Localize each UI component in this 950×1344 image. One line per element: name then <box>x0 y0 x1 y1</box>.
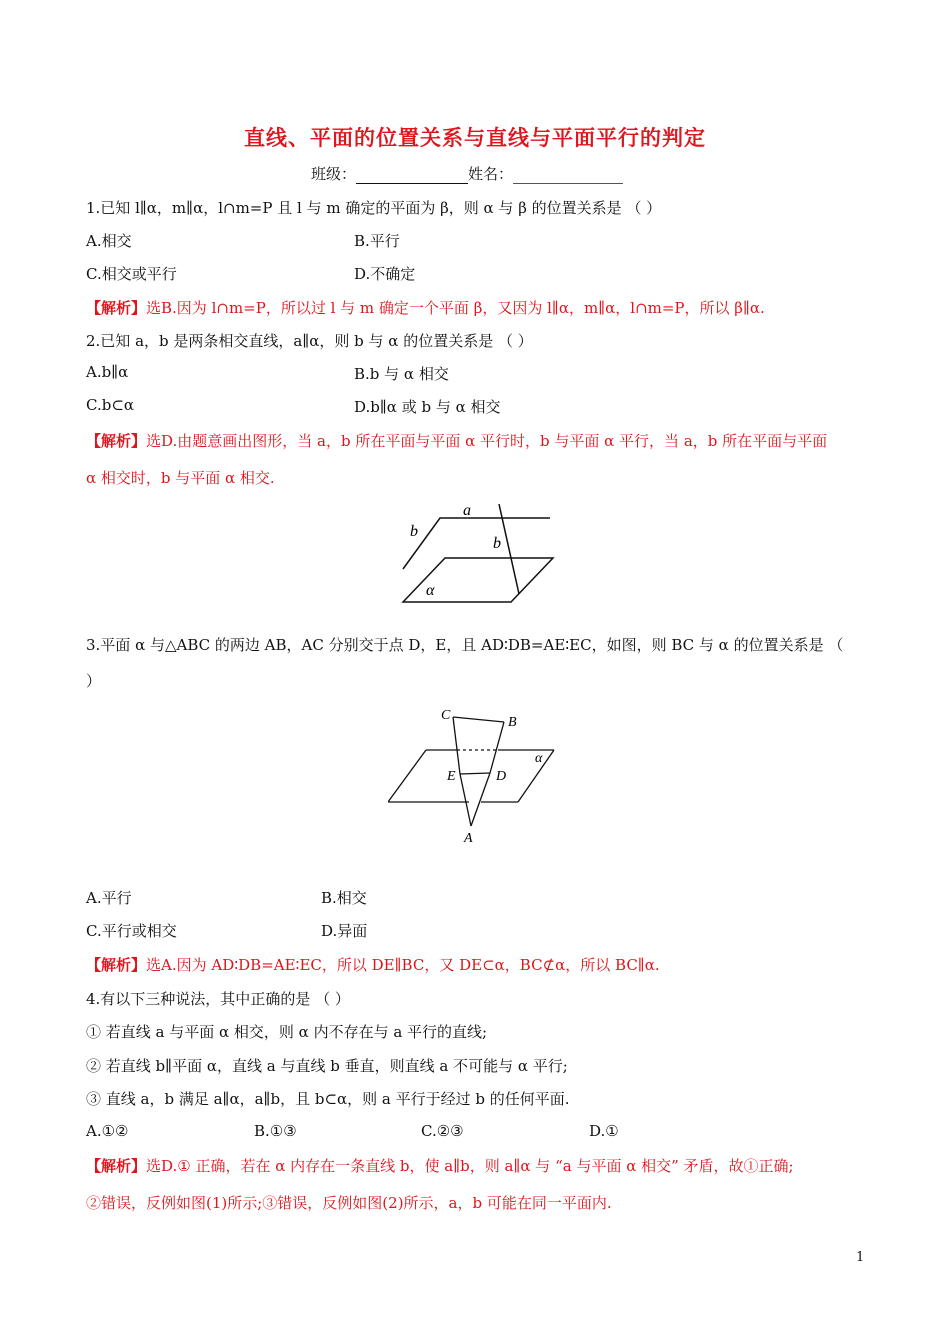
segment-DA <box>471 773 490 826</box>
q1-solution-tag: 【解析】 <box>86 299 147 317</box>
segment-EA <box>460 774 471 826</box>
q3-solution-text: 选A.因为 AD∶DB=AE∶EC，所以 DE∥BC，又 DE⊂α，BC⊄α，所以 BC∥α. <box>146 956 660 974</box>
q3-figure <box>388 704 560 846</box>
name-label: 姓名： <box>468 165 514 183</box>
label-alpha: α <box>535 751 543 766</box>
segment-CE <box>453 717 460 774</box>
q3-solution-tag: 【解析】 <box>86 956 147 974</box>
name-blank <box>513 167 623 184</box>
q3-option-c: C.平行或相交 <box>86 922 177 940</box>
q3-stem-line1: 3.平面 α 与△ABC 的两边 AB，AC 分别交于点 D，E，且 AD∶DB=AE∶EC，如图，则 BC 与 α 的位置关系是 （ <box>86 636 844 654</box>
label-A: A <box>464 831 473 846</box>
q2-option-c: C.b⊂α <box>86 396 135 414</box>
label-alpha: α <box>426 582 435 599</box>
q2-option-a: A.b∥α <box>86 363 129 381</box>
q2-option-d: D.b∥α 或 b 与 α 相交 <box>354 398 501 416</box>
q2-stem: 2.已知 a，b 是两条相交直线，a∥α，则 b 与 α 的位置关系是 （ ） <box>86 332 533 350</box>
q4-option-a: A.①② <box>86 1122 129 1140</box>
q4-statement-1: ① 若直线 a 与平面 α 相交，则 α 内不存在与 a 平行的直线; <box>86 1023 488 1041</box>
q2-figure <box>380 496 580 608</box>
q1-option-c: C.相交或平行 <box>86 265 177 283</box>
q1-option-b: B.平行 <box>354 232 400 250</box>
segment-CB <box>453 717 504 722</box>
class-blank <box>356 167 468 184</box>
student-info-line <box>311 163 623 184</box>
q2-solution-line1 <box>86 430 827 451</box>
q3-option-a: A.平行 <box>86 889 132 907</box>
segment-BD <box>490 722 504 773</box>
q2-solution-text-1: 选D.由题意画出图形，当 a，b 所在平面与平面 α 平行时，b 与平面 α 平行，当 a，b 所在平面与平面 <box>146 432 828 450</box>
q2-solution-line2: α 相交时，b 与平面 α 相交. <box>86 469 275 487</box>
q1-solution-text: 选B.因为 l∩m=P，所以过 l 与 m 确定一个平面 β，又因为 l∥α，m∥α，l∩m=P，所以 β∥α. <box>146 299 765 317</box>
label-b-crossing: b <box>493 535 501 552</box>
q4-option-d: D.① <box>589 1122 619 1140</box>
q3-stem-line2: ） <box>86 672 102 690</box>
q4-solution-tag: 【解析】 <box>86 1157 147 1175</box>
label-D: D <box>496 769 507 784</box>
label-b-left: b <box>410 523 418 540</box>
q4-solution-line1 <box>86 1155 794 1176</box>
q2-option-b: B.b 与 α 相交 <box>354 365 449 383</box>
q4-solution-line2: ②错误，反例如图(1)所示;③错误，反例如图(2)所示，a，b 可能在同一平面内. <box>86 1194 612 1212</box>
label-C: C <box>441 708 451 723</box>
upper-plane-edge <box>403 518 550 569</box>
q3-option-b: B.相交 <box>321 889 367 907</box>
q4-stem: 4.有以下三种说法，其中正确的是 （ ） <box>86 990 350 1008</box>
q4-statement-2: ② 若直线 b∥平面 α，直线 a 与直线 b 垂直，则直线 a 不可能与 α 平行; <box>86 1057 568 1075</box>
label-E: E <box>447 769 456 784</box>
q1-option-d: D.不确定 <box>354 265 416 283</box>
segment-ED <box>460 773 490 774</box>
q4-option-c: C.②③ <box>421 1122 464 1140</box>
q2-solution-tag: 【解析】 <box>86 432 147 450</box>
q3-solution <box>86 954 660 975</box>
label-B: B <box>508 715 517 730</box>
page-number: 1 <box>856 1250 865 1265</box>
class-label: 班级： <box>311 165 357 183</box>
q1-stem: 1.已知 l∥α，m∥α，l∩m=P 且 l 与 m 确定的平面为 β，则 α 与 β 的位置关系是 （ ） <box>86 199 662 217</box>
q4-option-b: B.①③ <box>254 1122 297 1140</box>
q4-solution-text-1: 选D.① 正确，若在 α 内存在一条直线 b，使 a∥b，则 a∥α 与 “a 与平面 α 相交” 矛盾，故①正确; <box>146 1157 794 1175</box>
label-a: a <box>463 502 471 519</box>
q4-statement-3: ③ 直线 a，b 满足 a∥α，a∥b，且 b⊂α，则 a 平行于经过 b 的任何平面. <box>86 1090 570 1108</box>
q1-option-a: A.相交 <box>86 232 132 250</box>
q1-solution <box>86 297 765 318</box>
page-title: 直线、平面的位置关系与直线与平面平行的判定 <box>244 125 706 150</box>
q3-option-d: D.异面 <box>321 922 368 940</box>
plane-left-edge <box>388 750 426 802</box>
